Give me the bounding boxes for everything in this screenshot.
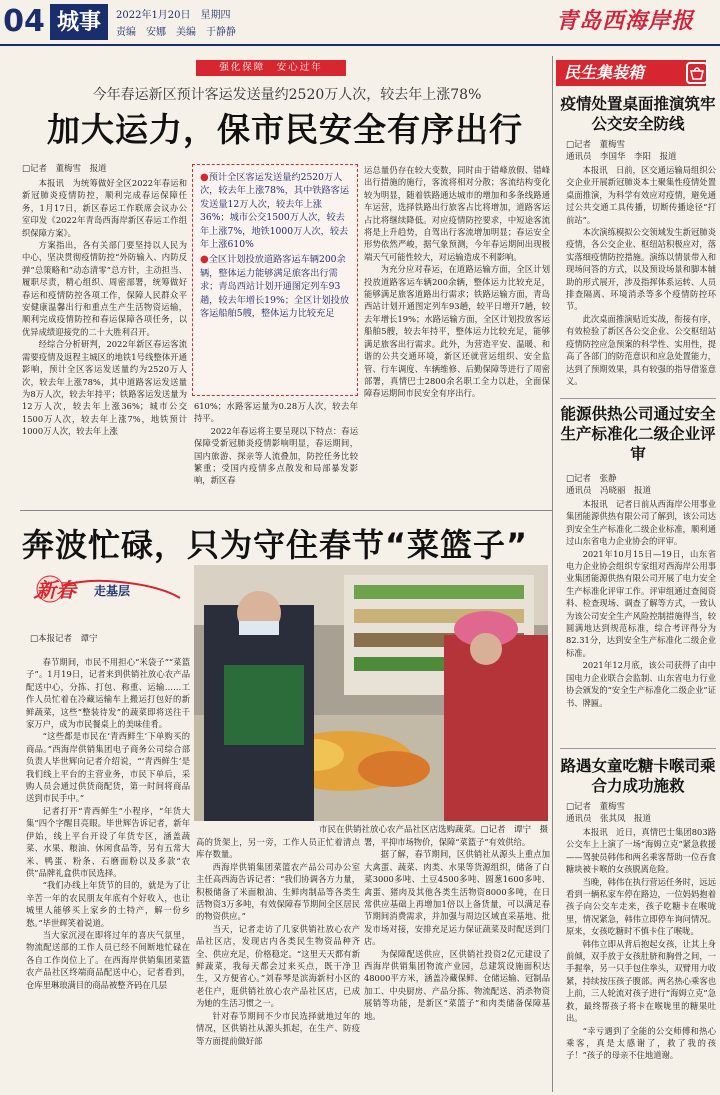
sidebar-headline-2: 能源供热公司通过安全生产标准化二级企业评审 [560, 405, 716, 463]
paragraph: 2022年春运将主要呈现以下特点：春运保障受新冠肺炎疫情影响明显，春运期间，国内旅游、探亲等人流叠加，防控任务比较繁重；受国内疫情多点散发和局部暴发影响，新区春 [194, 425, 358, 486]
bullet-icon: ● [200, 172, 209, 183]
paragraph: 据了解，春节期间，区供销社从源头上重点加大禽蛋、蔬菜、肉类、水果等货源组织，储备了白菜3000多吨、土豆4500多吨、圆葱1600多吨、禽蛋、猪肉及其他各类生活物资8000多吨，在日常供应基础上再增加1倍以上备货量，可以满足春节期间消费需求，并加强与周边区域直采基地、批发市场对接，安排充足运力保证蔬菜及时配送到门店。 [364, 849, 550, 947]
paragraph: 当天，记者走访了几家供销社放心农产品社区店，发现店内各类民生物资品种齐全、供应充足，价格稳定。“这里天天都有新鲜蔬菜，我每天都会过来买点，既干净卫生，又方便省心。”刘春琴是滨海新村小区的老住户，逛供销社放心农产品社区店，已成为她的生活习惯之一。 [196, 923, 360, 1009]
sidebar-headline-3: 路遇女童吃糖卡喉司乘合力成功施救 [560, 757, 716, 795]
story2-column-2 [196, 836, 360, 1092]
news-photo [194, 565, 548, 821]
story-kicker-tag: 强化保障 安心过年 [196, 60, 346, 76]
sidebar-divider-2 [560, 748, 716, 749]
column-logo-main: 新春 [36, 578, 76, 602]
sidebar-byline-1b: 通讯员 李国华 李阳 报道 [566, 152, 677, 162]
story2-headline: 奔波忙碌，只为守住春节“菜篮子” [22, 526, 529, 564]
paragraph: 当晚，韩伟在执行营运任务时，远远看到一辆私家车停在路边，一位妈妈抱着孩子向公交车走来，孩子吃糖卡在喉咙里，情况紧急，韩伟立即停车询问情况。原来，女孩吃糖时不慎卡住了喉咙。 [566, 876, 716, 937]
column-logo [30, 572, 190, 606]
paragraph: 西海岸供销集团菜篮农产品公司办公室主任高西海告诉记者：“我们协调各方力量，积极储备了米面粮油、生鲜肉制品等各类生活物资3万多吨，有效保障春节期间全区居民的物资供应。” [196, 861, 360, 922]
paragraph: 记者打开“青西鲜生”小程序，“年货大集”四个字醒目亮眼。毕世辉告诉记者，新年伊始，线上平台开设了年货专区，涵盖蔬菜、水果、粮油、休闲食品等，另有五常大米、鸭蛋、粉条、石磨面粉以及多款“农供”品牌礼盒供市民选择。 [26, 805, 190, 878]
paragraph: 2021年10月15日—19日，山东省电力企业协会组织专家组对西海岸公用事业集团能源供热有限公司开展了电力安全生产标准化评审工作。评审组通过查阅资料、检查现场、调查了解等方式，一致认为该公司安全生产风险控制措施得当，较圆满地达到规范标准，综合考评得分为82.31分，达到安全生产标准化二级企业标准。 [566, 548, 716, 658]
story2-byline: □本报记者 谭宁 [30, 634, 98, 644]
bullet-icon: ● [200, 254, 209, 266]
story-column-2 [194, 400, 358, 504]
paragraph: 610%；水路客运量为0.28万人次，较去年持平。 [194, 401, 358, 424]
paragraph: 署，平抑市场物价，保障“菜篮子”有效供给。 [364, 837, 531, 847]
highlight-text: 预计全区客运发送量约2520万人次，较去年上涨78%，其中铁路客运发送量12万人次，较去年上涨36%；城市公交1500万人次，较去年上涨7%，地铁1000万人次，较去年上涨610% [200, 172, 350, 251]
sidebar-headline-1: 疫情处置桌面推演筑牢公交安全防线 [560, 95, 716, 133]
paragraph: 方案指出，各有关部门要坚持以人民为中心，坚决贯彻疫情防控“外防输入、内防反弹”总策略和“动态清零”总方针，主动担当、履职尽责，精心组织、周密部署，统筹做好春运和疫情防控各项工作，保障人民群众平安健康温馨出行和重点生产生活物资运输，顺利完成疫情防控和春运保障各项任务，以优异成绩迎接党的二十大胜利召开。 [22, 240, 187, 337]
story-byline: □记者 董梅雪 报道 [22, 164, 107, 174]
newspaper-logo: 青岛西海岸报 [556, 8, 695, 34]
highlight-box [192, 164, 358, 396]
page-number: 04 [3, 4, 45, 39]
highlight-text: 全区计划投放道路客运车辆200余辆，整体运力能够满足旅客出行需求；青岛西站计划开通图定列车93趟，较去年增长19%；全区计划投放客运船舶5艘，整体运力比较充足 [200, 254, 350, 320]
sidebar-body-3 [566, 826, 716, 1092]
photo-illustration [194, 565, 548, 821]
story2-column-3 [364, 836, 550, 1092]
paragraph: 经综合分析研判，2022年新区春运客流需要疫情及返程主城区的地铁1号线整体开通影响，预计全区客运发送量约为2520万人次，较去年上涨78%，其中道路客运发送量为8万人次，较去年持平；铁路客运发送量为12万人次，较去年上涨36%；城市公交1500万人次，较去年上涨7%，地铁预计1000万人次，较去年上涨 [22, 339, 187, 437]
photo-caption: 市民在供销社放心农产品社区店选购蔬菜。□记者 谭宁 摄 [318, 825, 548, 835]
paragraph: 韩伟立即从背后抱起女孩，让其上身前倾，双手放于女孩肚脐和胸骨之间，一手握拳，另一只手包住拳头，双臂用力收紧，持续按压孩子腹部。两名热心乘客也上前，三人轮流对孩子进行“海姆立克”急救，最终帮孩子将卡在喉咙里的糖果吐出。 [566, 938, 716, 1024]
paragraph: 本报讯 日前，区交通运输局组织公交企业开展新冠肺炎本土聚集性疫情处置桌面推演，为科学有效应对疫情，避免通过公共交通工具传播，切断传播途径“打前站”。 [566, 165, 716, 225]
paragraph: 当大家沉浸在即将过年的喜庆气氛里，物流配送部的工作人员已经不间断地忙碌在各自工作岗位上了。在西海岸供销集团菜篮农产品社区终端商品配送中心，记者看到，仓库里琳琅满目的商品被整齐码在几层 [26, 929, 190, 990]
sidebar-body-1 [566, 164, 716, 396]
paragraph: 针对春节期间不少市民选择就地过年的情况，区供销社从源头抓起，在生产、防疫等方面提前做好部 [196, 1010, 360, 1046]
sidebar-logo: 民生集装箱 [556, 60, 706, 86]
paragraph: “这些都是市民在‘青西鲜生’下单购买的商品。”西海岸供销集团电子商务公司综合部负责人毕世辉向记者介绍说，“‘青西鲜生’是我们线上平台的主营业务，市民下单后，采购人员会通过供货商配货，第一时间将商品送到市民手中。” [26, 731, 190, 804]
editors-line: 责编 安娜 美编 于静静 [116, 27, 236, 38]
story-divider [20, 510, 552, 511]
section-title: 城事 [50, 4, 108, 40]
paragraph: 此次桌面推演贴近实战，衔接有序，有效检验了新区各公交企业、公交枢纽站疫情防控应急预案的科学性、实用性，提高了各部门的防范意识和应急处置能力，达到了预期效果，具有较强的指导借鉴意义。 [566, 313, 716, 386]
paragraph: “幸亏遇到了全能的公交师傅和热心乘客，真是太感谢了，救了我的孩子！”孩子的母亲不住地道谢。 [566, 1025, 716, 1061]
story-column-1 [22, 177, 187, 503]
sidebar-divider-1 [560, 398, 716, 399]
story-column-3 [364, 164, 550, 504]
basket-icon [686, 62, 708, 84]
sidebar-divider [552, 56, 553, 1092]
column-logo-sub: 走基层 [94, 584, 131, 598]
story2-column-1 [26, 656, 190, 1092]
paragraph: 高的货架上，另一旁，工作人员正忙着清点库存数量。 [196, 837, 360, 860]
paragraph: 为保障配送供应，区供销社投资2亿元建设了西海岸供销集团物流产业园，总建筑设施面积达48000平方米，涵盖冷藏保鲜、仓储运输、冠制品加工、中央厨房、产品分拣、物流配送、消杀物资展销等功能，是新区“菜篮子”和肉类储备保障基地。 [364, 948, 550, 1021]
paragraph: 运总量仍存在较大变数，同时由于错峰放假、错峰出行措施的施行，客流将相对分散；客流结构变化较为明显，随着铁路通达城市的增加和多条线路通车运营，选择铁路出行旅客占比将增加，道路客运占比将继续降低。对应疫情防控要求，中短途客流将是上升趋势，自驾出行客流增加明显；春运安全形势依然严峻，据气象预测，今年春运期间出现极端天气可能性较大，对运输造成不利影响。 [364, 165, 550, 262]
story-subtitle: 今年春运新区预计客运发送量约2520万人次，较去年上涨78% [92, 87, 482, 103]
paragraph: 本次演练模拟公交领域发生新冠肺炎疫情，各公交企业、枢纽站积极应对，落实落细疫情防控措施。演练以情景带入和现场问答的方式，以及预设场景和脚本辅助的形式展开，涉及指挥体系运转、人员排查隔离、环境消杀等多个疫情防控环节。 [566, 227, 716, 312]
paragraph: 本报讯 记者日前从西海岸公用事业集团能源供热有限公司了解到，该公司达到安全生产标准化二级企业标准，顺利通过山东省电力企业协会的评审。 [566, 499, 716, 547]
sidebar-byline-3a: □记者 董梅雪 [566, 802, 626, 812]
sidebar-byline-3b: 通讯员 张其凤 报道 [566, 814, 652, 824]
paragraph: 春节期间，市民不用担心“米袋子”“菜篮子”。1月19日，记者来到供销社放心农产品配送中心，分拣、打包、称重、运输……工作人员忙着在冷藏运输车上搬运打包好的新鲜蔬菜，这些“整装待发”的蔬菜即将送往千家万户，成为市民餐桌上的美味佳肴。 [26, 657, 190, 730]
issue-date: 2022年1月20日 星期四 [116, 10, 231, 21]
sidebar-body-2 [566, 498, 716, 744]
paragraph: 2021年12月底，该公司获得了由中国电力企业联合会监制、山东省电力行业协会颁发的“安全生产标准化二级企业”证书、牌匾。 [566, 660, 716, 708]
sidebar-byline-1a: □记者 董梅雪 [566, 140, 626, 150]
paragraph: 为充分应对春运，在道路运输方面，全区计划投放道路客运车辆200余辆，整体运力比较充足，能够满足旅客道路出行需求；铁路运输方面，青岛西站计划开通图定列车93趟，较平日增开7趟，较去年增长19%；水路运输方面，全区计划投放客运船舶5艘，较去年持平，整体运力比较充足，能够满足旅客出行需求。此外，为营造平安、温暖、和谐的公共交通环境，新区还就营运组织、安全监管、行车调度、车辆维修、后勤保障等进行了周密部署，真情巴士2800余名职工全力以赴，全面保障春运期间市民安全有序出行。 [364, 264, 550, 399]
paragraph: 本报讯 为统筹做好全区2022年春运和新冠肺炎疫情防控，顺利完成春运保障任务，1月17日，新区春运工作联席会议办公室印发《2022年青岛西海岸新区春运工作组织保障方案》。 [22, 178, 187, 238]
paragraph: 本报讯 近日，真情巴士集团803路公交车上上演了一场“海姆立克”紧急救援——驾驶员韩伟和两名乘客帮助一位吞食糖块被卡喉的女孩脱离危险。 [566, 827, 716, 875]
story-headline: 加大运力，保市民安全有序出行 [47, 110, 523, 149]
sidebar-byline-2a: □记者 张静 [566, 474, 617, 484]
paragraph: “我们办线上年货节的目的，就是为了让辛苦一年的农民朋友年底有个好收入，也让城里人能够买上家乡的土特产，解一份乡愁。”毕世辉笑着说道。 [26, 880, 190, 928]
sidebar-byline-2b: 通讯员 冯晓丽 报道 [566, 486, 652, 496]
